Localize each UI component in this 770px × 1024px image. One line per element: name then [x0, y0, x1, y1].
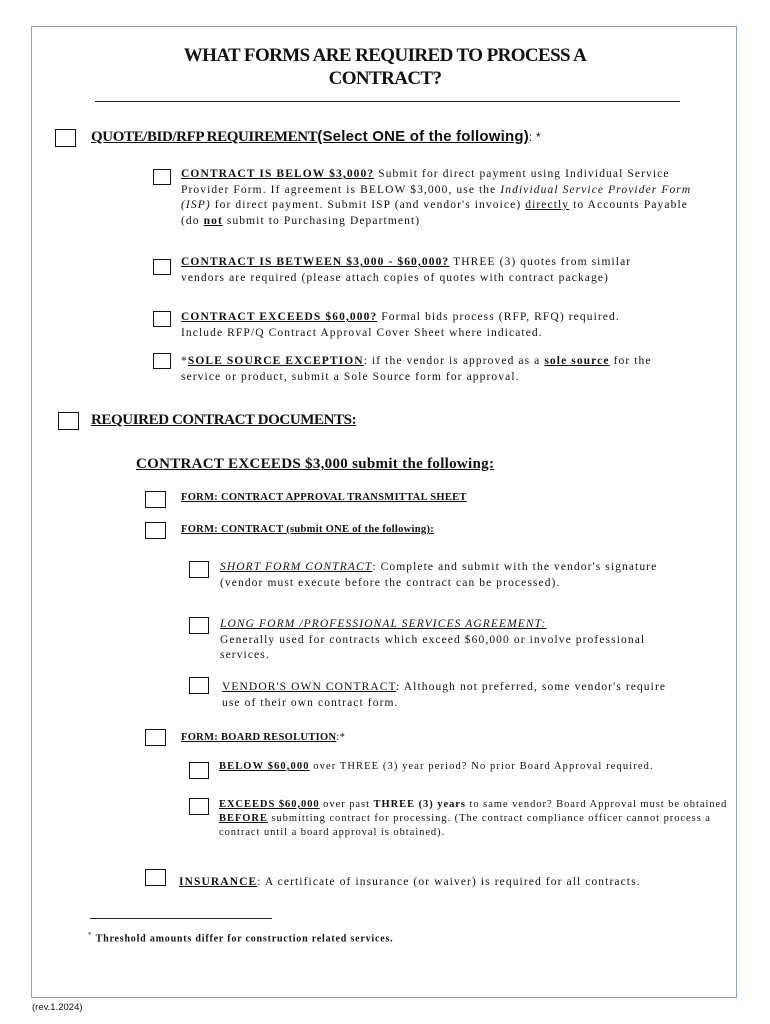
below-3000-text: CONTRACT IS BELOW $3,000? Submit for direct payment using Individual Service Provider Form. If agreement is BELOW $3,000, use the Individual Service Provider Form (ISP) for direct payment. Submit ISP (and vendor's invoice) directly to Accounts Payable (do not submit to Purchasing Department) [181, 168, 692, 227]
between-3000-60000-checkbox[interactable] [153, 259, 171, 275]
short-form-checkbox[interactable] [189, 561, 209, 578]
vendor-contract-text: VENDOR'S OWN CONTRACT: Although not preferred, some vendor's require use of their own contract form. [222, 681, 667, 709]
below-60000-text: BELOW $60,000 over THREE (3) year period? No prior Board Approval required. [219, 761, 654, 772]
contract-form-checkbox[interactable] [145, 522, 166, 539]
transmittal-sheet-label: FORM: CONTRACT APPROVAL TRANSMITTAL SHEET [181, 492, 467, 503]
long-form-checkbox[interactable] [189, 617, 209, 634]
board-resolution-label: FORM: BOARD RESOLUTION:* [181, 732, 346, 743]
vendor-contract-checkbox[interactable] [189, 677, 209, 694]
long-form-text: LONG FORM /PROFESSIONAL SERVICES AGREEMENT: Generally used for contracts which exceed $60,000 or involve professional services. [220, 618, 646, 661]
documents-section-checkbox[interactable] [58, 412, 79, 430]
insurance-checkbox[interactable] [145, 869, 166, 886]
exceeds-60000-board-checkbox[interactable] [189, 798, 209, 815]
sole-source-checkbox[interactable] [153, 353, 171, 369]
exceeds-60000-text: CONTRACT EXCEEDS $60,000? Formal bids process (RFP, RFQ) required. Include RFP/Q Contract Approval Cover Sheet where indicated. [181, 311, 620, 339]
sole-source-text: *SOLE SOURCE EXCEPTION: if the vendor is approved as a sole source for the service or product, submit a Sole Source form for approval. [181, 355, 652, 383]
transmittal-sheet-checkbox[interactable] [145, 491, 166, 508]
between-3000-60000-text: CONTRACT IS BETWEEN $3,000 - $60,000? THREE (3) quotes from similar vendors are required (please attach copies of quotes with contract package) [181, 256, 632, 284]
exceeds-60000-checkbox[interactable] [153, 311, 171, 327]
quote-section-heading: QUOTE/BID/RFP REQUIREMENT(Select ONE of the following): * [91, 128, 541, 145]
insurance-text: INSURANCE: A certificate of insurance (or waiver) is required for all contracts. [179, 876, 641, 888]
below-3000-checkbox[interactable] [153, 169, 171, 185]
revision-label: (rev.1.2024) [32, 1002, 83, 1013]
quote-section-checkbox[interactable] [55, 129, 76, 147]
page-title: WHAT FORMS ARE REQUIRED TO PROCESS A CONTRACT? [183, 45, 587, 89]
title-divider [95, 101, 680, 102]
below-60000-checkbox[interactable] [189, 762, 209, 779]
short-form-text: SHORT FORM CONTRACT: Complete and submit with the vendor's signature (vendor must execute before the contract can be processed). [220, 561, 658, 589]
footnote: * Threshold amounts differ for construction related services. [88, 931, 394, 945]
documents-subheading: CONTRACT EXCEEDS $3,000 submit the following: [136, 456, 495, 472]
board-resolution-checkbox[interactable] [145, 729, 166, 746]
footnote-divider [90, 918, 272, 919]
documents-section-heading: REQUIRED CONTRACT DOCUMENTS: [91, 412, 357, 428]
contract-form-label: FORM: CONTRACT (submit ONE of the following): [181, 524, 435, 535]
exceeds-60000-board-text: EXCEEDS $60,000 over past THREE (3) years to same vendor? Board Approval must be obtained BEFORE submitting contract for processing. (The contract compliance officer cannot process a contract until a board approval is obtained). [219, 799, 728, 838]
